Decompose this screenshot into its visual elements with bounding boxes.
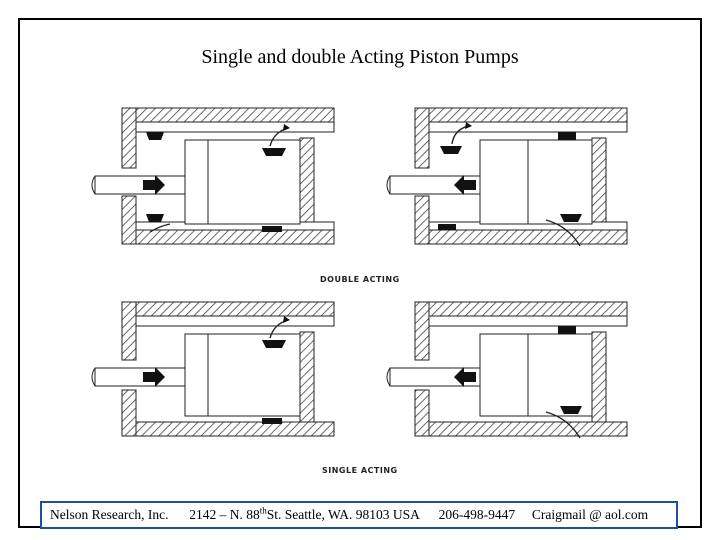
footer-contact-bar (40, 501, 678, 529)
footer-email: Craigmail @ aol.com (531, 507, 649, 522)
valve-icon (146, 132, 164, 140)
valve-icon (262, 148, 286, 156)
valve-icon (262, 340, 286, 348)
pump-panel-single-right (92, 302, 334, 436)
footer-company: Nelson Research, Inc. (50, 507, 169, 522)
pump-panel-double-left (387, 108, 627, 246)
valve-icon (262, 226, 282, 232)
valve-icon (558, 132, 576, 140)
double-acting-label: DOUBLE ACTING (320, 275, 400, 284)
valve-icon (262, 418, 282, 424)
pump-panel-double-right (92, 108, 334, 244)
footer-address: 2142 – N. 88thSt. Seattle, WA. 98103 USA (189, 505, 420, 522)
valve-icon (558, 326, 576, 334)
footer-phone: 206-498-9447 (438, 507, 516, 522)
slide-title: Single and double Acting Piston Pumps (201, 46, 519, 68)
single-acting-label: SINGLE ACTING (322, 466, 398, 475)
valve-icon (438, 224, 456, 230)
pump-panel-single-left (387, 302, 627, 438)
valve-icon (440, 146, 462, 154)
valve-icon (146, 214, 164, 222)
